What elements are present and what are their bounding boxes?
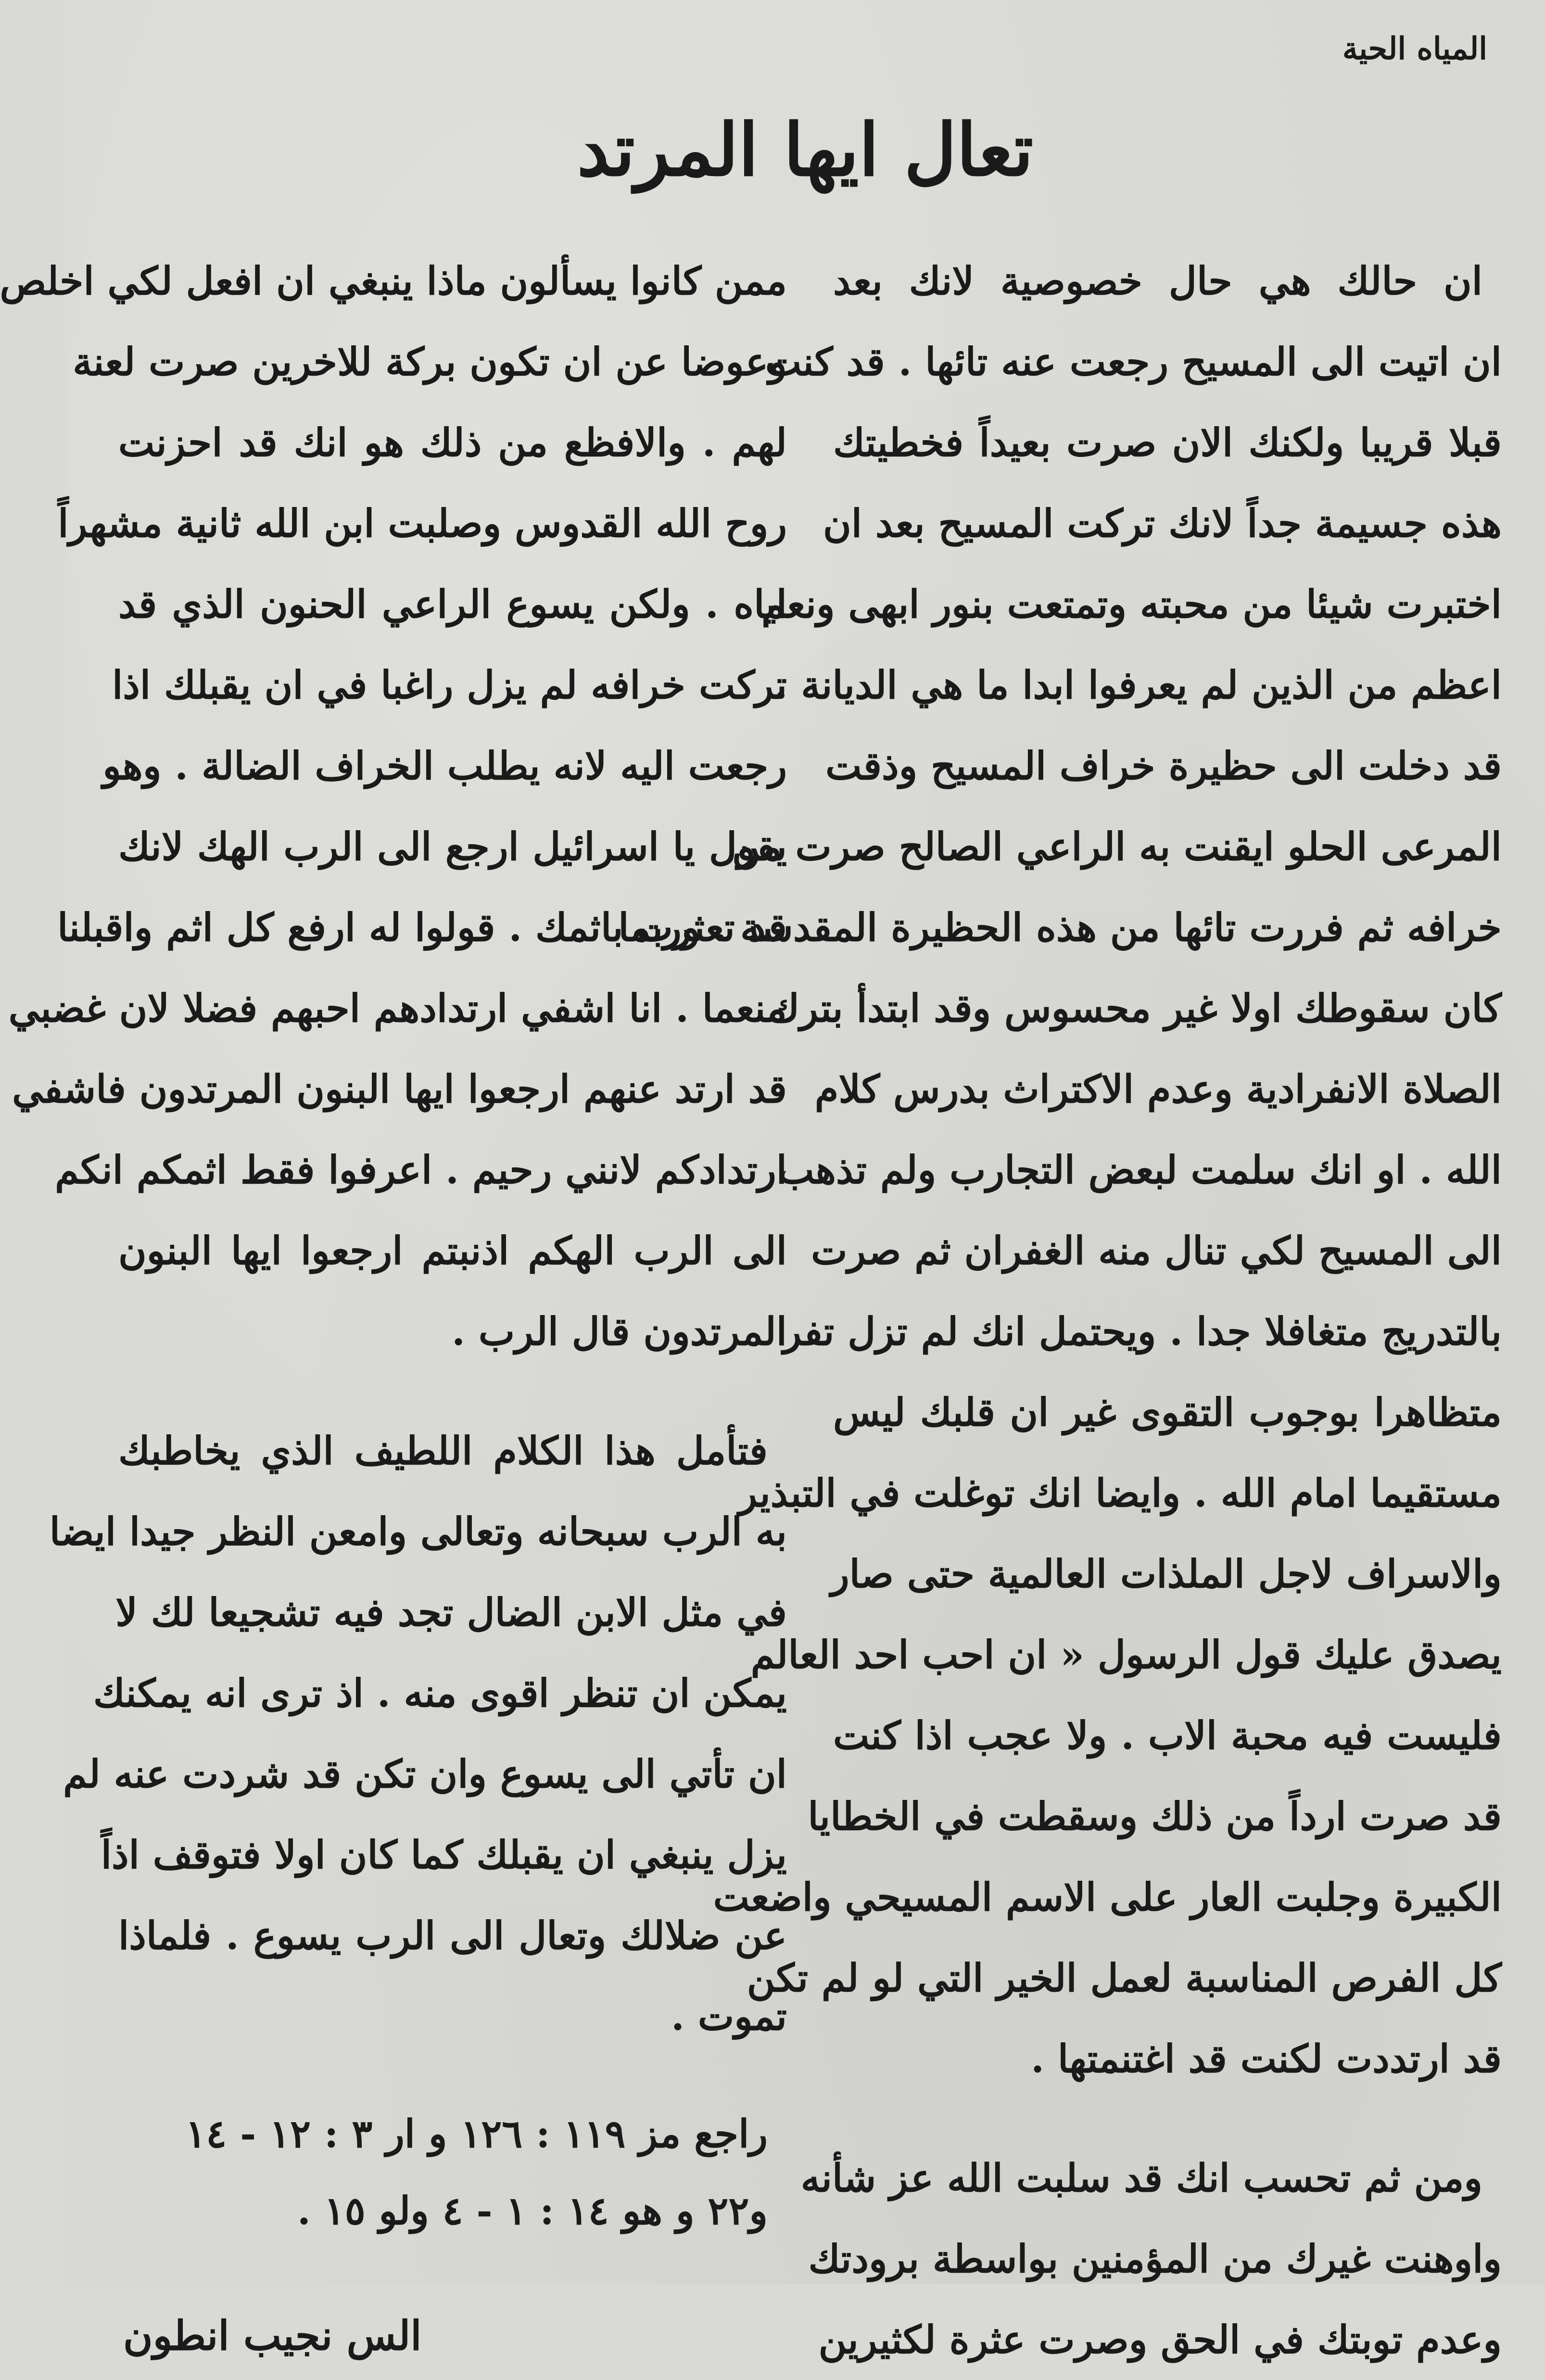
text-line: يقول يا اسرائيل ارجع الى الرب الهك لانك xyxy=(118,824,787,869)
text-line: في مثل الابن الضال تجد فيه تشجيعا لك لا xyxy=(115,1590,787,1635)
text-line: الصلاة الانفرادية وعدم الاكتراث بدرس كلام xyxy=(814,1066,1502,1112)
publication-name: المياه الحية xyxy=(1342,31,1487,67)
text-line: منعما . انا اشفي ارتدادهم احبهم فضلا لان غضبي xyxy=(8,986,787,1031)
text-line: تركت خرافه لم يزل راغبا في ان يقبلك اذا xyxy=(112,662,787,708)
text-line: الى المسيح لكي تنال منه الغفران ثم صرت xyxy=(811,1228,1502,1273)
text-line: الله . او انك سلمت لبعض التجارب ولم تذهب xyxy=(778,1147,1502,1192)
paragraph xyxy=(49,1410,787,2057)
text-line: ممن كانوا يسألون ماذا ينبغي ان افعل لكي اخلص xyxy=(0,258,787,304)
text-line: وعوضا عن ان تكون بركة للاخرين صرت لعنة xyxy=(73,339,787,384)
text-line: قد دخلت الى حظيرة خراف المسيح وذقت xyxy=(825,743,1502,788)
text-line: ارتدادكم لانني رحيم . اعرفوا فقط اثمكم انكم xyxy=(55,1147,787,1192)
text-line: كل الفرص المناسبة لعمل الخير التي لو لم تكن xyxy=(747,1955,1502,2000)
text-line: والاسراف لاجل الملذات العالمية حتى صار xyxy=(830,1551,1502,1596)
text-line: اختبرت شيئا من محبته وتمتعت بنور ابهى ونعم xyxy=(761,582,1502,627)
text-line: مستقيما امام الله . وايضا انك توغلت في التبذير xyxy=(738,1470,1502,1516)
text-line: فتأمل هذا الكلام اللطيف الذي يخاطبك xyxy=(118,1428,768,1473)
text-line: قد صرت ارداً من ذلك وسقطت في الخطايا xyxy=(808,1794,1502,1839)
paragraph-gap xyxy=(118,2057,787,2095)
scripture-reference xyxy=(118,2095,787,2249)
text-line: اعظم من الذين لم يعرفوا ابدا ما هي الديانة . xyxy=(774,662,1502,708)
text-line: فليست فيه محبة الاب . ولا عجب اذا كنت xyxy=(833,1713,1502,1758)
text-line: بالتدريج متغافلا جدا . ويحتمل انك لم تزل تفر xyxy=(783,1309,1502,1354)
text-line: المرعى الحلو ايقنت به الراعي الصالح صرت من xyxy=(732,824,1502,869)
text-line: كان سقوطك اولا غير محسوس وقد ابتدأ بترك xyxy=(768,986,1502,1031)
text-line: به الرب سبحانه وتعالى وامعن النظر جيدا ايضا xyxy=(49,1509,787,1554)
text-line: واوهنت غيرك من المؤمنين بواسطة برودتك xyxy=(808,2236,1502,2281)
article-title: تعال ايها المرتد xyxy=(577,108,1034,192)
text-line: تموت . xyxy=(671,1994,787,2039)
paragraph-gap xyxy=(833,2099,1502,2138)
article-columns xyxy=(0,241,1502,2362)
text-line: ان حالك هي حال خصوصية لانك بعد xyxy=(833,258,1482,304)
text-line: قد ارتددت لكنت قد اغتنمتها . xyxy=(1031,2036,1502,2081)
text-line: اياه . ولكن يسوع الراعي الحنون الذي قد xyxy=(118,582,787,627)
text-line: ومن ثم تحسب انك قد سلبت الله عز شأنه xyxy=(800,2155,1482,2201)
text-line: وعدم توبتك في الحق وصرت عثرة لكثيرين xyxy=(818,2317,1502,2362)
reference-line: و٢٢ و هو ١٤ : ١ - ٤ ولو ١٥ . xyxy=(297,2188,768,2233)
author-signature: الس نجيب انطون xyxy=(123,2312,422,2359)
text-line: يصدق عليك قول الرسول « ان احب احد العالم xyxy=(750,1632,1502,1677)
text-line: قبلا قريبا ولكنك الان صرت بعيداً فخطيتك xyxy=(833,420,1502,465)
text-line: ان اتيت الى المسيح رجعت عنه تائها . قد كنت xyxy=(765,339,1502,384)
text-line: روح الله القدوس وصلبت ابن الله ثانية مشهراً xyxy=(58,501,787,546)
text-line: هذه جسيمة جداً لانك تركت المسيح بعد ان xyxy=(823,501,1502,546)
text-line: خرافه ثم فررت تائها من هذه الحظيرة المقدسة . وربما xyxy=(618,905,1502,950)
paragraph xyxy=(0,241,787,1372)
text-line: رجعت اليه لانه يطلب الخراف الضالة . وهو xyxy=(102,743,787,788)
text-line: المرتدون قال الرب . xyxy=(452,1309,787,1354)
text-line: يمكن ان تنظر اقوى منه . اذ ترى انه يمكنك xyxy=(93,1671,787,1716)
text-line: قد ارتد عنهم ارجعوا ايها البنون المرتدون فاشفي xyxy=(12,1066,787,1112)
text-line: الى الرب الهكم اذنبتم ارجعوا ايها البنون xyxy=(118,1228,787,1273)
text-line: ان تأتي الى يسوع وان تكن قد شردت عنه لم xyxy=(63,1751,787,1797)
paragraph xyxy=(800,2138,1502,2380)
text-line: عن ضلالك وتعال الى الرب يسوع . فلماذا xyxy=(118,1913,787,1958)
text-line: متظاهرا بوجوب التقوى غير ان قلبك ليس xyxy=(833,1390,1502,1435)
text-line: لهم . والافظع من ذلك هو انك قد احزنت xyxy=(118,420,787,465)
reference-line: راجع مز ١١٩ : ١٢٦ و ار ٣ : ١٢ - ١٤ xyxy=(185,2111,768,2156)
left-column xyxy=(0,241,787,2359)
text-line: يزل ينبغي ان يقبلك كما كان اولا فتوقف اذاً xyxy=(101,1832,787,1877)
paragraph-gap xyxy=(118,1372,787,1410)
text-line: الكبيرة وجلبت العار على الاسم المسيحي واضعت xyxy=(713,1874,1502,1920)
text-line: قد تعثرت باثمك . قولوا له ارفع كل اثم واقبلنا xyxy=(57,905,787,950)
